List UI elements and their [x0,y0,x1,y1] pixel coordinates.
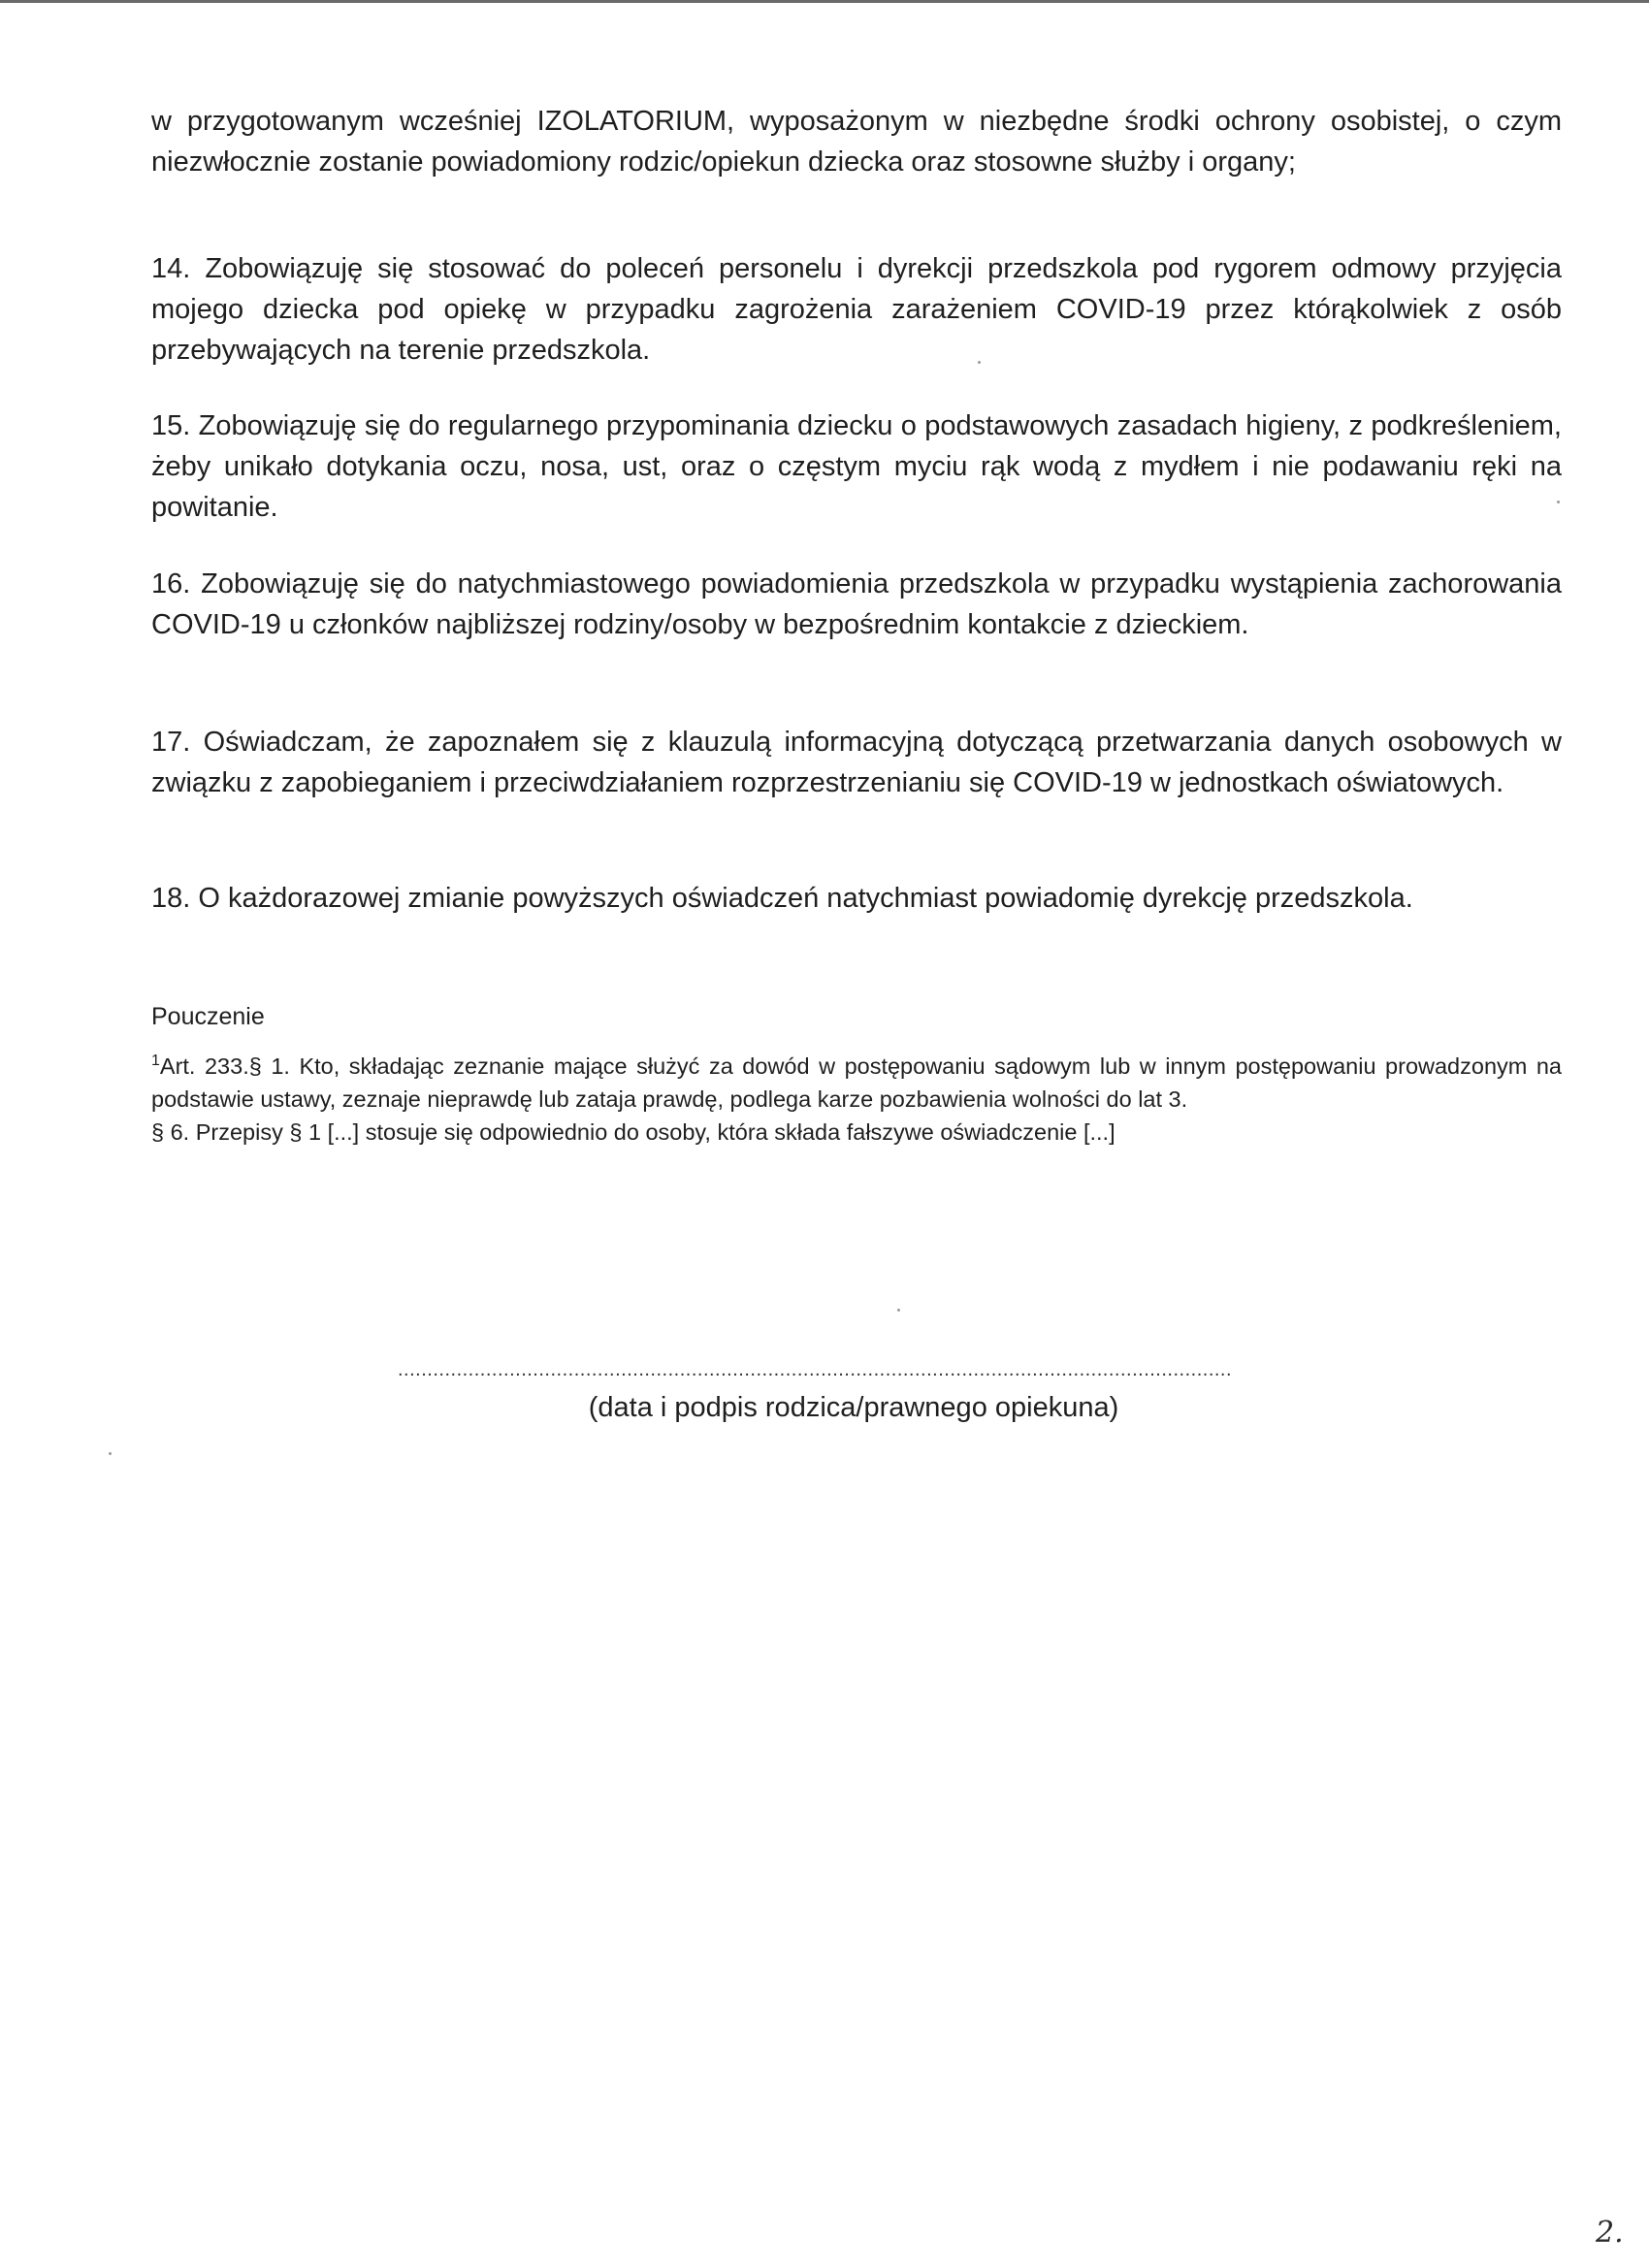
scan-speck [1557,501,1560,503]
item-14-paragraph: 14. Zobowiązuję się stosować do poleceń personelu i dyrekcji przedszkola pod rygorem odmowy przyjęcia mojego dziecka pod opiekę w przypadku zagrożenia zarażeniem COVID-19 przez którąkolwiek z osób przebywających na terenie przedszkola. [151,253,1562,366]
notice-line-2: § 6. Przepisy § 1 [...] stosuje się odpowiednio do osoby, która składa fałszywe oświadczenie [...] [151,1119,1116,1145]
footnote-marker: 1 [151,1053,160,1070]
item-15-paragraph: 15. Zobowiązuję się do regularnego przypominania dziecku o podstawowych zasadach higieny, z podkreśleniem, żeby unikało dotykania oczu, nosa, ust, oraz o częstym myciu rąk wodą z mydłem i nie podawaniu ręki na powitanie. [151,410,1562,523]
scan-speck [978,361,981,364]
signature-dotted-line: .............................................................................................................................................. [398,1359,1233,1380]
signature-label: (data i podpis rodzica/prawnego opiekuna) [588,1392,1119,1423]
scan-speck [109,1452,112,1455]
page-number: 2. [1596,2216,1624,2250]
notice-text [151,1050,1562,1149]
intro-paragraph: w przygotowanym wcześniej IZOLATORIUM, wyposażonym w niezbędne środki ochrony osobistej, o czym niezwłocznie zostanie powiadomiony rodzic/opiekun dziecka oraz stosowne służby i organy; [151,106,1562,178]
scan-speck [897,1309,900,1312]
item-18-paragraph: 18. O każdorazowej zmianie powyższych oświadczeń natychmiast powiadomię dyrekcję przedszkola. [151,883,1413,914]
item-17-paragraph: 17. Oświadczam, że zapoznałem się z klauzulą informacyjną dotyczącą przetwarzania danych osobowych w związku z zapobieganiem i przeciwdziałaniem rozprzestrzenianiu się COVID-19 w jednostkach oświatowych. [151,727,1562,798]
notice-article-233 [151,1050,1562,1116]
item-16-paragraph: 16. Zobowiązuję się do natychmiastowego powiadomienia przedszkola w przypadku wystąpienia zachorowania COVID-19 u członków najbliższej rodziny/osoby w bezpośrednim kontakcie z dzieckiem. [151,568,1562,640]
notice-line-1: Art. 233.§ 1. Kto, składając zeznanie mające służyć za dowód w postępowaniu sądowym lub w innym postępowaniu prowadzonym na podstawie ustawy, zeznaje nieprawdę lub zataja prawdę, podlega karze pozbawienia wolności do lat 3. [151,1053,1562,1112]
notice-title: Pouczenie [151,1003,265,1030]
scan-top-edge [0,0,1649,3]
